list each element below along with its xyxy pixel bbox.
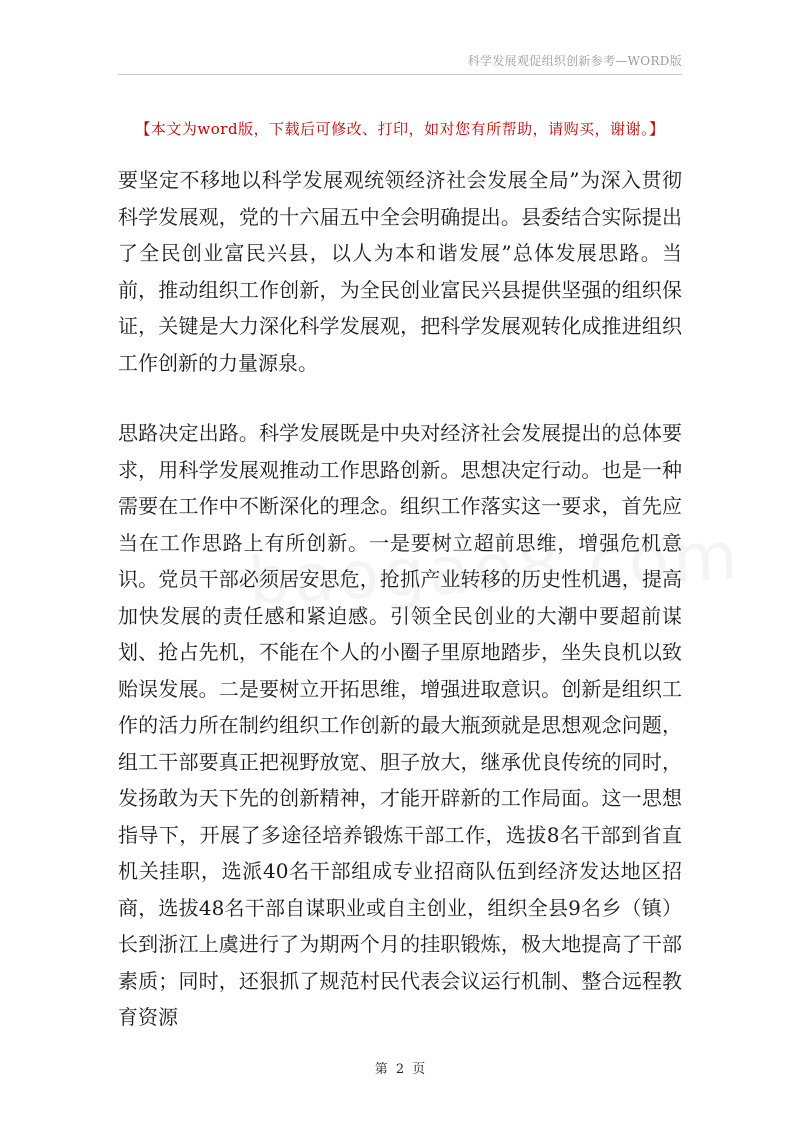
download-notice: 【本文为word版，下载后可修改、打印，如对您有所帮助，请购买，谢谢。】 <box>135 120 665 138</box>
running-header: 科学发展观促组织创新参考—WORD版 <box>467 54 682 68</box>
page-number: 第 2 页 <box>374 1062 426 1077</box>
body-paragraph-1: 要坚定不移地以科学发展观统领经济社会发展全局”为深入贯彻科学发展观，党的十六届五中全会明确提出。县委结合实际提出了全民创业富民兴县，以人为本和谐发展”总体发展思路。当前，推动组织工作创新，为全民创业富民兴县提供坚强的组织保证，关键是大力深化科学发展观，把科学发展观转化成推进组织工作创新的力量源泉。 <box>118 168 682 375</box>
body-paragraph-2: 思路决定出路。科学发展既是中央对经济社会发展提出的总体要求，用科学发展观推动工作思路创新。思想决定行动。也是一种需要在工作中不断深化的理念。组织工作落实这一要求，首先应当在工作思路上有所创新。一是要树立超前思维，增强危机意识。党员干部必须居安思危，抢抓产业转移的历史性机遇，提高加快发展的责任感和紧迫感。引领全民创业的大潮中要超前谋划、抢占先机，不能在个人的小圈子里原地踏步，坐失良机以致贻误发展。二是要树立开拓思维，增强进取意识。创新是组织工作的活力所在制约组织工作创新的最大瓶颈就是思想观念问题，组工干部要真正把视野放宽、胆子放大，继承优良传统的同时，发扬敢为天下先的创新精神，才能开辟新的工作局面。这一思想指导下，开展了多途径培养锻炼干部工作，选拔8名干部到省直机关挂职，选派40名干部组成专业招商队伍到经济发达地区招商，选拔48名干部自谋职业或自主创业，组织全县9名乡（镇）长到浙江上虞进行了为期两个月的挂职锻炼，极大地提高了干部素质；同时，还狠抓了规范村民代表会议运行机制、整合远程教育资源 <box>118 421 682 1029</box>
header-divider <box>118 74 682 75</box>
